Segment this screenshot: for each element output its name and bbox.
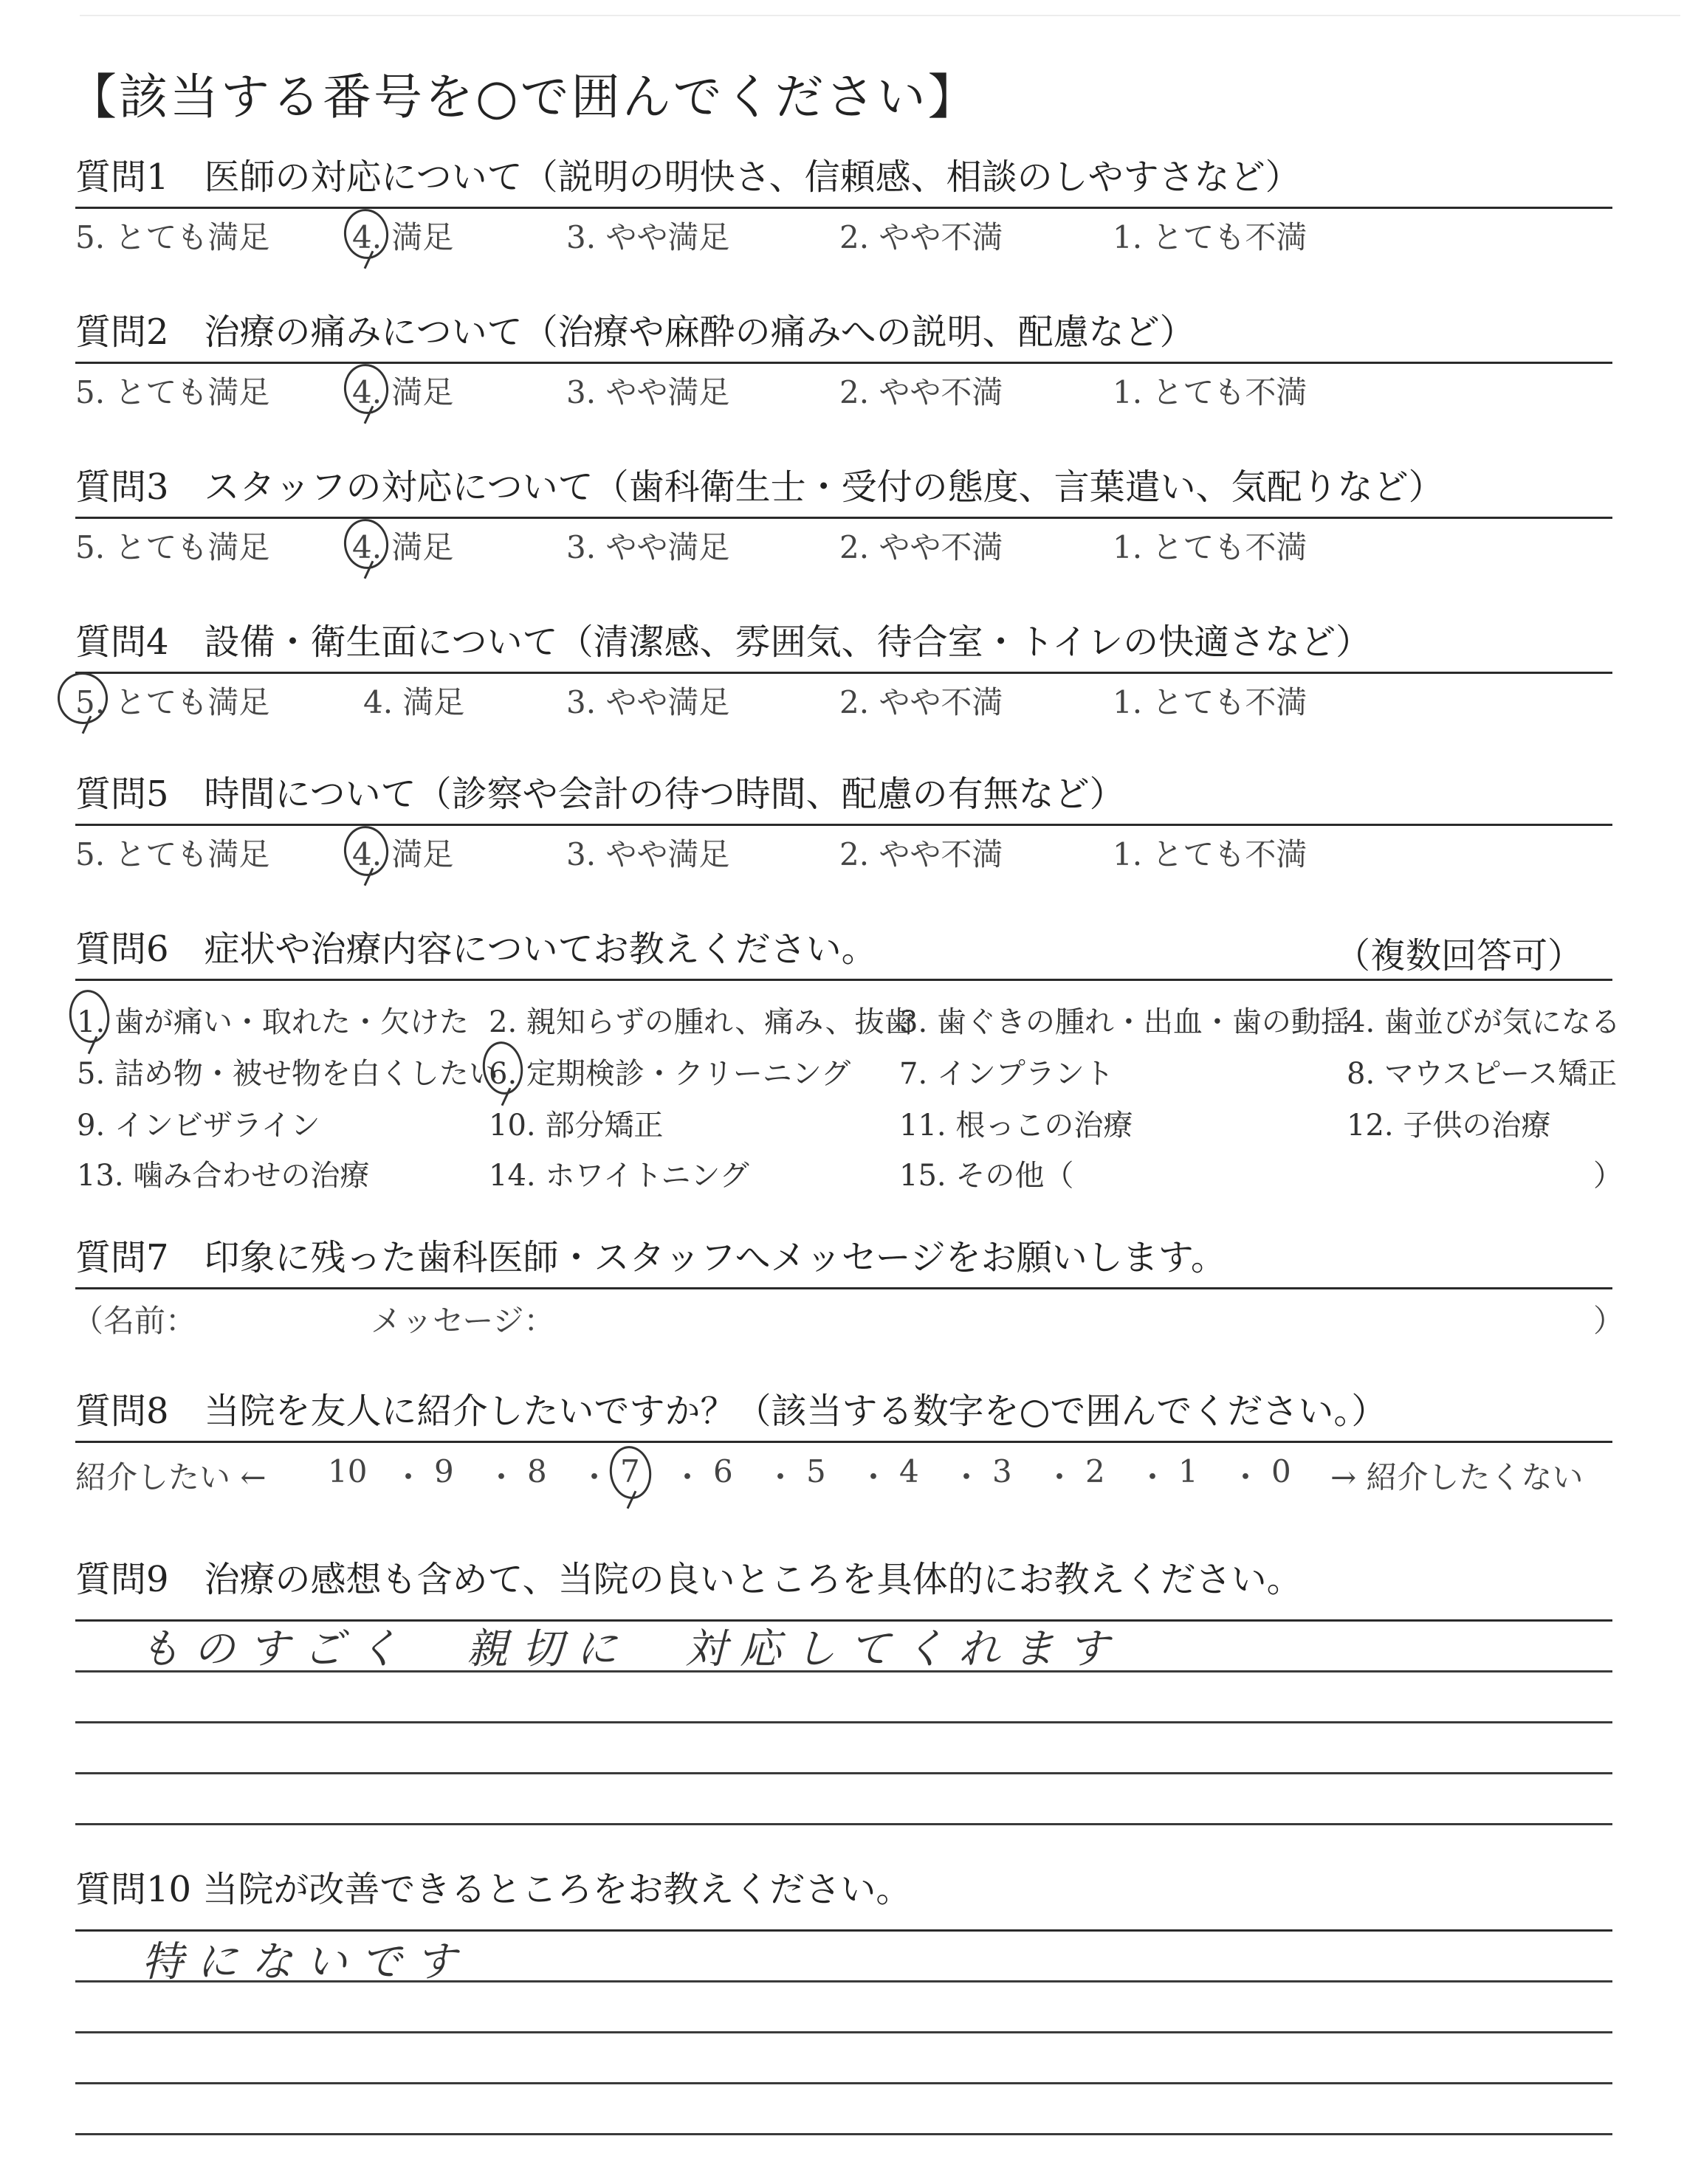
rating-options	[75, 674, 1612, 721]
message-close: ）	[1593, 1303, 1625, 1339]
page-title: 【該当する番号を○で囲んでください】	[68, 69, 979, 125]
option-1[interactable]: 1. とても不満	[1113, 374, 1307, 410]
question-title: 質問7 印象に残った歯科医師・スタッフへメッセージをお願いします。	[75, 1237, 1226, 1278]
option-5[interactable]: 5. とても満足	[75, 529, 270, 565]
scale-2[interactable]: 2	[1085, 1453, 1105, 1489]
option-5[interactable]: 5. とても満足	[75, 836, 270, 872]
scale-4[interactable]: 4	[899, 1453, 919, 1489]
treatment-option[interactable]: 9. インビザライン	[77, 1109, 320, 1143]
answer-line	[75, 2031, 1612, 2033]
option-5[interactable]: 5. とても満足	[75, 219, 270, 255]
option-4[interactable]: 4. 満足	[363, 684, 465, 720]
treatment-option[interactable]: 14. ホワイトニング	[489, 1159, 749, 1193]
option-1[interactable]: 1. とても不満	[1113, 836, 1307, 872]
question-5	[75, 772, 1612, 873]
treatment-option[interactable]: 2. 親知らずの腫れ、痛み、抜歯	[489, 1005, 914, 1039]
rating-options	[75, 519, 1612, 566]
answer-line	[75, 1772, 1612, 1774]
other-close-paren: ）	[1593, 1159, 1623, 1193]
question-2	[75, 310, 1612, 411]
treatment-option[interactable]: 11. 根っこの治療	[899, 1109, 1133, 1143]
scale-7[interactable]: 7	[620, 1453, 640, 1489]
scale-dot: ・	[579, 1459, 611, 1495]
scale-1[interactable]: 1	[1178, 1453, 1198, 1489]
scale-dot: ・	[672, 1459, 704, 1495]
question-title: 質問3 スタッフの対応について（歯科衛生士・受付の態度、言葉遣い、気配りなど）	[75, 466, 1444, 508]
message-label: メッセージ：	[371, 1303, 555, 1339]
recommend-scale	[75, 1443, 1612, 1495]
scale-3[interactable]: 3	[992, 1453, 1012, 1489]
answer-line	[75, 1721, 1612, 1723]
question-title: 質問5 時間について（診察や会計の待つ時間、配慮の有無など）	[75, 774, 1125, 815]
name-label: （名前：	[72, 1303, 197, 1339]
answer-line	[75, 2082, 1612, 2084]
treatment-options	[75, 981, 1623, 1193]
scale-dot: ・	[1044, 1459, 1076, 1495]
option-3[interactable]: 3. やや満足	[566, 374, 730, 410]
question-7	[72, 1236, 1625, 1339]
scale-dot: ・	[951, 1459, 983, 1495]
scale-dot: ・	[1137, 1459, 1169, 1495]
treatment-option[interactable]: 3. 歯ぐきの腫れ・出血・歯の動揺	[899, 1005, 1350, 1039]
question-title: 質問2 治療の痛みについて（治療や麻酔の痛みへの説明、配慮など）	[75, 311, 1195, 353]
option-2[interactable]: 2. やや不満	[839, 836, 1003, 872]
question-3	[75, 465, 1612, 566]
question-title: 質問9 治療の感想も含めて、当院の良いところを具体的にお教えください。	[75, 1559, 1302, 1600]
option-4[interactable]: 4. 満足	[352, 219, 454, 255]
treatment-option[interactable]: 10. 部分矯正	[489, 1109, 664, 1143]
scale-0[interactable]: 0	[1271, 1453, 1291, 1489]
question-title: 質問10 当院が改善できるところをお教えください。	[75, 1869, 912, 1910]
treatment-option[interactable]: 1. 歯が痛い・取れた・欠けた	[77, 1005, 469, 1039]
question-10	[75, 1867, 1612, 2184]
question-1	[75, 155, 1612, 256]
option-3[interactable]: 3. やや満足	[566, 219, 730, 255]
option-5[interactable]: 5. とても満足	[75, 684, 270, 720]
treatment-option[interactable]: 12. 子供の治療	[1347, 1109, 1551, 1143]
selection-circle	[606, 1443, 654, 1501]
answer-lines	[75, 1670, 1612, 1825]
handwritten-answer: 特にないです	[142, 1938, 470, 1986]
option-1[interactable]: 1. とても不満	[1113, 529, 1307, 565]
scale-5[interactable]: 5	[806, 1453, 826, 1489]
question-8	[75, 1389, 1612, 1495]
rating-options	[75, 826, 1612, 873]
recommend-left-label: 紹介したい ←	[75, 1459, 267, 1495]
question-title: 質問6 症状や治療内容についてお教えください。	[75, 929, 877, 970]
question-9	[75, 1557, 1612, 1874]
option-3[interactable]: 3. やや満足	[566, 836, 730, 872]
option-3[interactable]: 3. やや満足	[566, 529, 730, 565]
option-4[interactable]: 4. 満足	[352, 374, 454, 410]
rating-options	[75, 364, 1612, 411]
message-line	[72, 1289, 1625, 1339]
option-3[interactable]: 3. やや満足	[566, 684, 730, 720]
scale-dot: ・	[858, 1459, 890, 1495]
option-2[interactable]: 2. やや不満	[839, 374, 1003, 410]
treatment-option[interactable]: 4. 歯並びが気になる	[1347, 1005, 1621, 1039]
scale-6[interactable]: 6	[713, 1453, 733, 1489]
top-edge-line	[80, 15, 1680, 16]
scale-10[interactable]: 10	[328, 1453, 368, 1489]
question-title: 質問1 医師の対応について（説明の明快さ、信頼感、相談のしやすさなど）	[75, 156, 1301, 198]
treatment-option[interactable]: 13. 噛み合わせの治療	[77, 1159, 370, 1193]
scale-8[interactable]: 8	[527, 1453, 547, 1489]
rating-options	[75, 209, 1612, 256]
scale-dot: ・	[393, 1459, 425, 1495]
question-6	[75, 927, 1623, 1193]
answer-line	[75, 1823, 1612, 1825]
treatment-option[interactable]: 7. インプラント	[899, 1057, 1114, 1091]
scale-dot: ・	[765, 1459, 797, 1495]
scale-dot: ・	[486, 1459, 518, 1495]
option-5[interactable]: 5. とても満足	[75, 374, 270, 410]
option-2[interactable]: 2. やや不満	[839, 219, 1003, 255]
treatment-option[interactable]: 5. 詰め物・被せ物を白くしたい	[77, 1057, 498, 1091]
option-1[interactable]: 1. とても不満	[1113, 684, 1307, 720]
scale-dot: ・	[1230, 1459, 1262, 1495]
treatment-option[interactable]: 15. その他（	[899, 1159, 1074, 1193]
multiple-answers-note: （複数回答可）	[1334, 935, 1583, 976]
answer-lines	[75, 1980, 1612, 2135]
treatment-option[interactable]: 6. 定期検診・クリーニング	[489, 1057, 851, 1091]
option-2[interactable]: 2. やや不満	[839, 529, 1003, 565]
option-2[interactable]: 2. やや不満	[839, 684, 1003, 720]
option-4[interactable]: 4. 満足	[352, 529, 454, 565]
question-title: 質問8 当院を友人に紹介したいですか？（該当する数字を○で囲んでください。）	[75, 1391, 1387, 1432]
scale-9[interactable]: 9	[434, 1453, 454, 1489]
recommend-right-label: → 紹介したくない	[1330, 1459, 1584, 1495]
option-4[interactable]: 4. 満足	[352, 836, 454, 872]
handwritten-answer: ものすごく 親切に 対応してくれます	[139, 1625, 1122, 1673]
question-title: 質問4 設備・衛生面について（清潔感、雰囲気、待合室・トイレの快適さなど）	[75, 621, 1372, 663]
answer-line	[75, 2133, 1612, 2135]
treatment-option[interactable]: 8. マウスピース矯正	[1347, 1057, 1618, 1091]
question-4	[75, 620, 1612, 721]
option-1[interactable]: 1. とても不満	[1113, 219, 1307, 255]
